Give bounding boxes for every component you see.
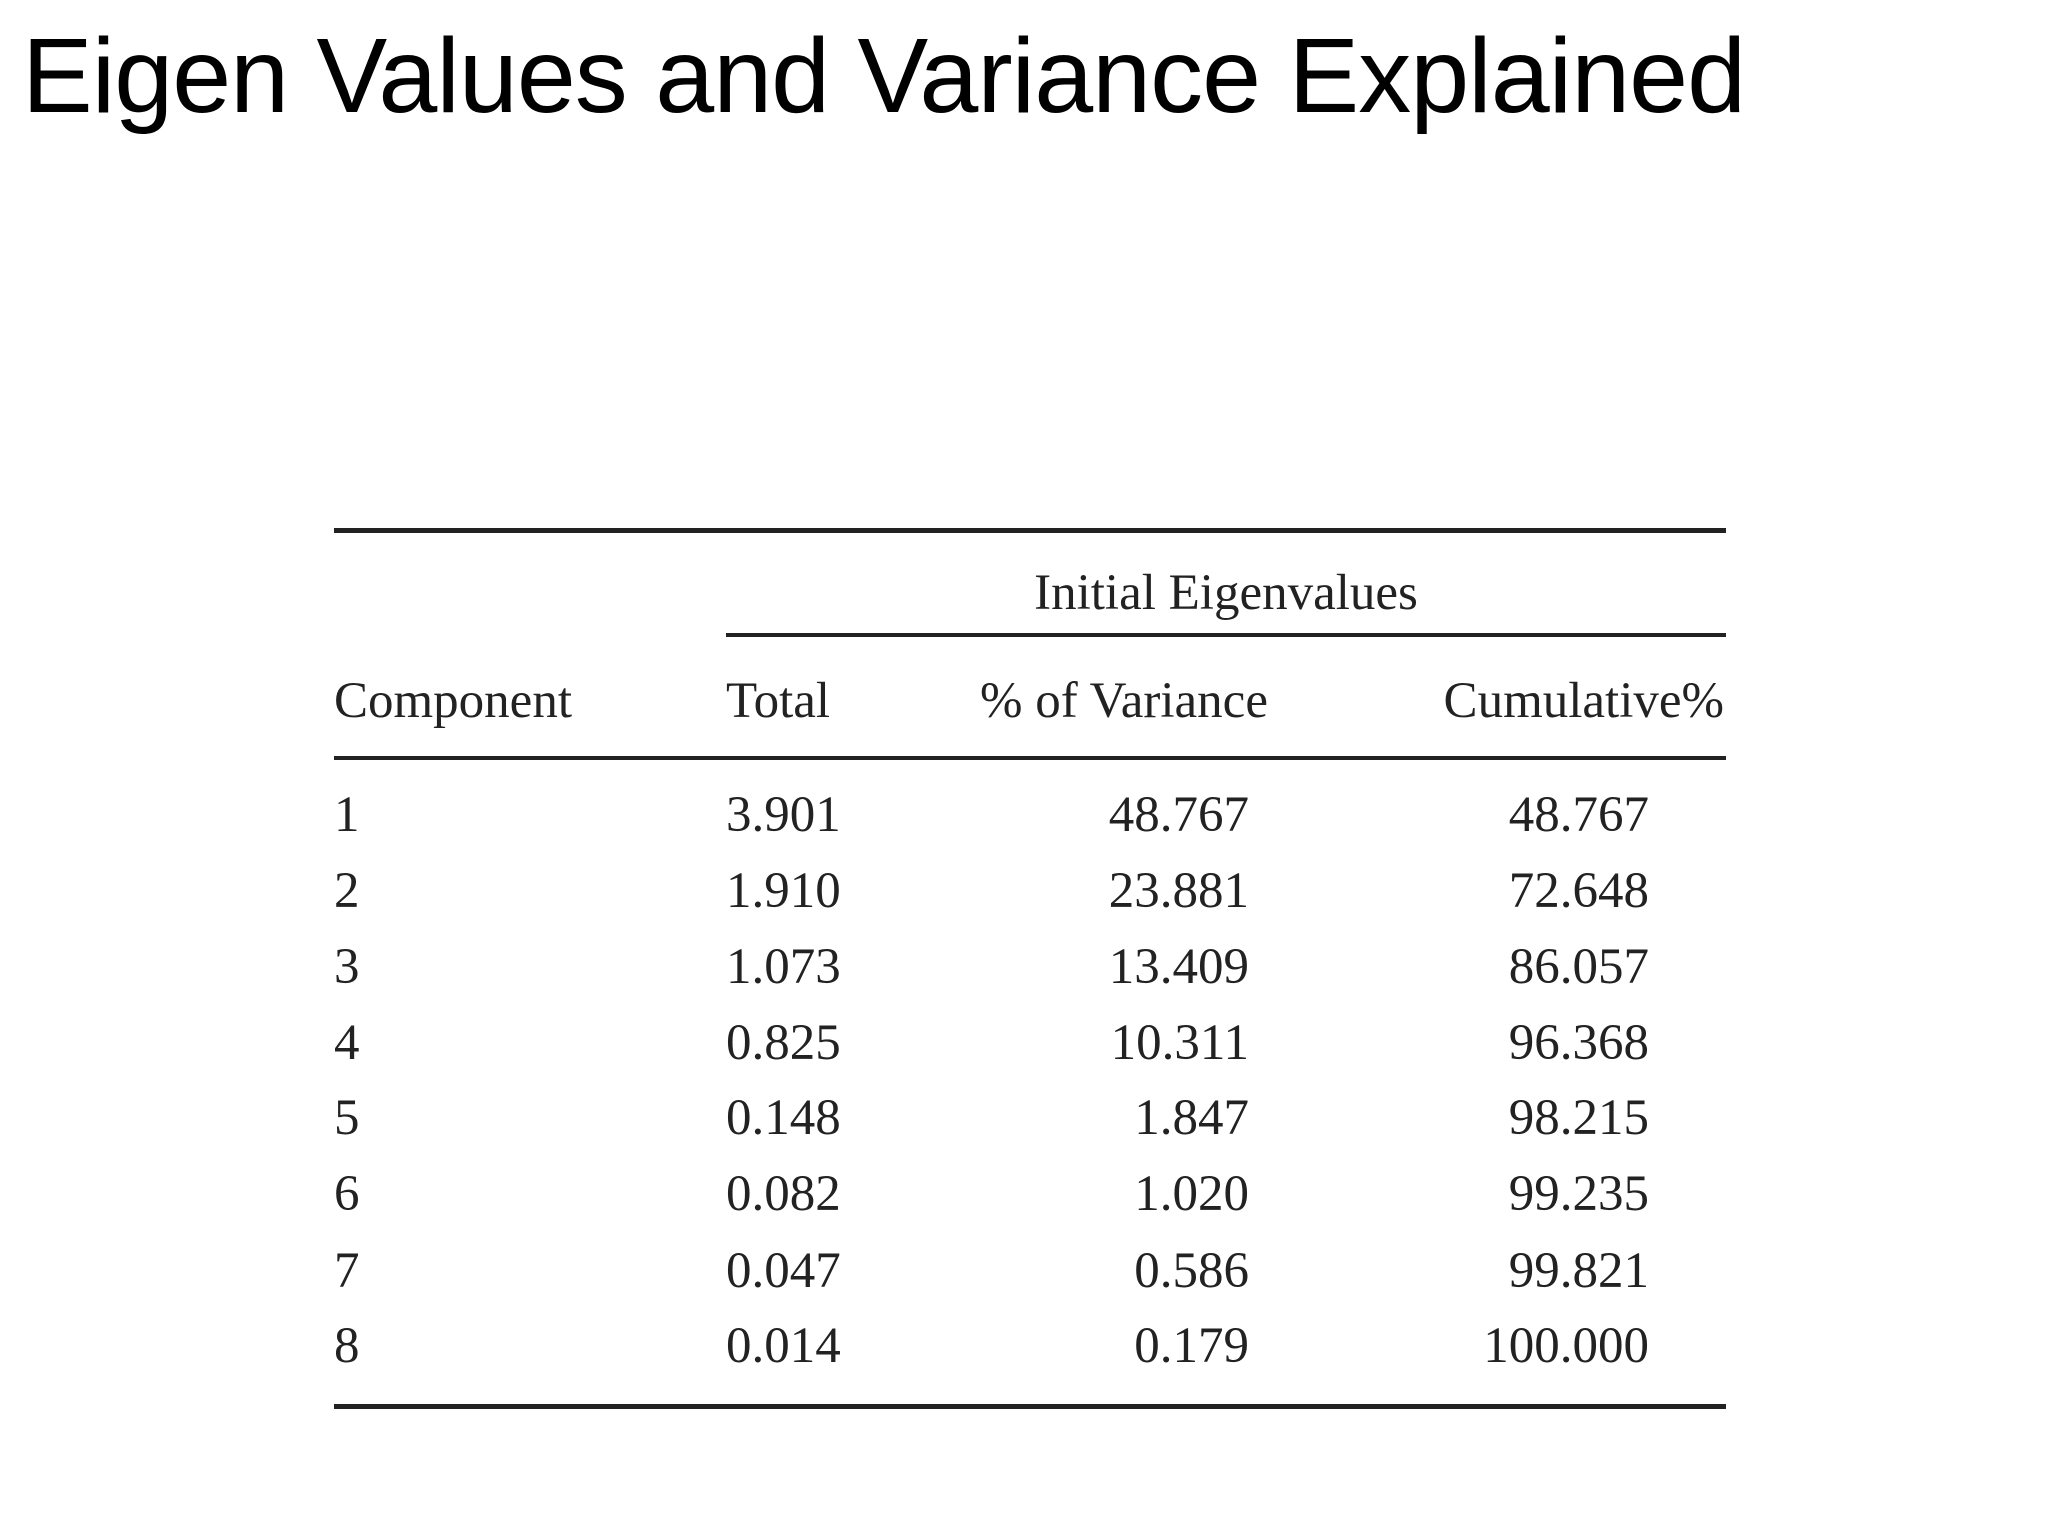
cumulative-cell: 86.057	[1508, 939, 1649, 995]
component-cell: 7	[334, 1243, 360, 1299]
total-cell: 0.014	[726, 1318, 841, 1374]
component-cell: 1	[334, 787, 360, 843]
column-header-total: Total	[726, 673, 831, 729]
variance-cell: 0.586	[1134, 1243, 1249, 1299]
group-header-rule	[726, 633, 1726, 637]
component-cell: 3	[334, 939, 360, 995]
component-cell: 6	[334, 1166, 360, 1222]
cumulative-cell: 100.000	[1483, 1318, 1649, 1374]
table-bottom-rule	[334, 1404, 1726, 1409]
slide-title: Eigen Values and Variance Explained	[22, 17, 1746, 135]
cumulative-cell: 96.368	[1508, 1015, 1649, 1071]
table-row	[334, 1318, 1726, 1397]
table-row	[334, 1015, 1726, 1094]
table-top-rule	[334, 528, 1726, 533]
component-cell: 5	[334, 1090, 360, 1146]
variance-cell: 10.311	[1110, 1015, 1249, 1071]
total-cell: 1.910	[726, 863, 841, 919]
component-cell: 8	[334, 1318, 360, 1374]
column-header-variance: % of Variance	[980, 673, 1268, 729]
cumulative-cell: 48.767	[1508, 787, 1649, 843]
eigenvalues-table	[334, 528, 1726, 1412]
component-cell: 4	[334, 1015, 360, 1071]
variance-cell: 1.847	[1134, 1090, 1249, 1146]
variance-cell: 1.020	[1134, 1166, 1249, 1222]
table-row	[334, 939, 1726, 1018]
table-row	[334, 1090, 1726, 1169]
variance-cell: 48.767	[1108, 787, 1249, 843]
total-cell: 0.148	[726, 1090, 841, 1146]
cumulative-cell: 99.821	[1508, 1243, 1649, 1299]
total-cell: 3.901	[726, 787, 841, 843]
column-header-component: Component	[334, 673, 572, 729]
variance-cell: 13.409	[1108, 939, 1249, 995]
cumulative-cell: 98.215	[1508, 1090, 1649, 1146]
table-row	[334, 787, 1726, 866]
column-header-cumulative: Cumulative%	[1443, 673, 1724, 729]
cumulative-cell: 72.648	[1508, 863, 1649, 919]
component-cell: 2	[334, 863, 360, 919]
table-row	[334, 1166, 1726, 1245]
table-header-rule	[334, 756, 1726, 760]
total-cell: 0.082	[726, 1166, 841, 1222]
cumulative-cell: 99.235	[1508, 1166, 1649, 1222]
total-cell: 0.825	[726, 1015, 841, 1071]
variance-cell: 0.179	[1134, 1318, 1249, 1374]
variance-cell: 23.881	[1108, 863, 1249, 919]
total-cell: 1.073	[726, 939, 841, 995]
total-cell: 0.047	[726, 1243, 841, 1299]
table-row	[334, 863, 1726, 942]
table-row	[334, 1243, 1726, 1322]
group-header: Initial Eigenvalues	[1034, 565, 1418, 621]
